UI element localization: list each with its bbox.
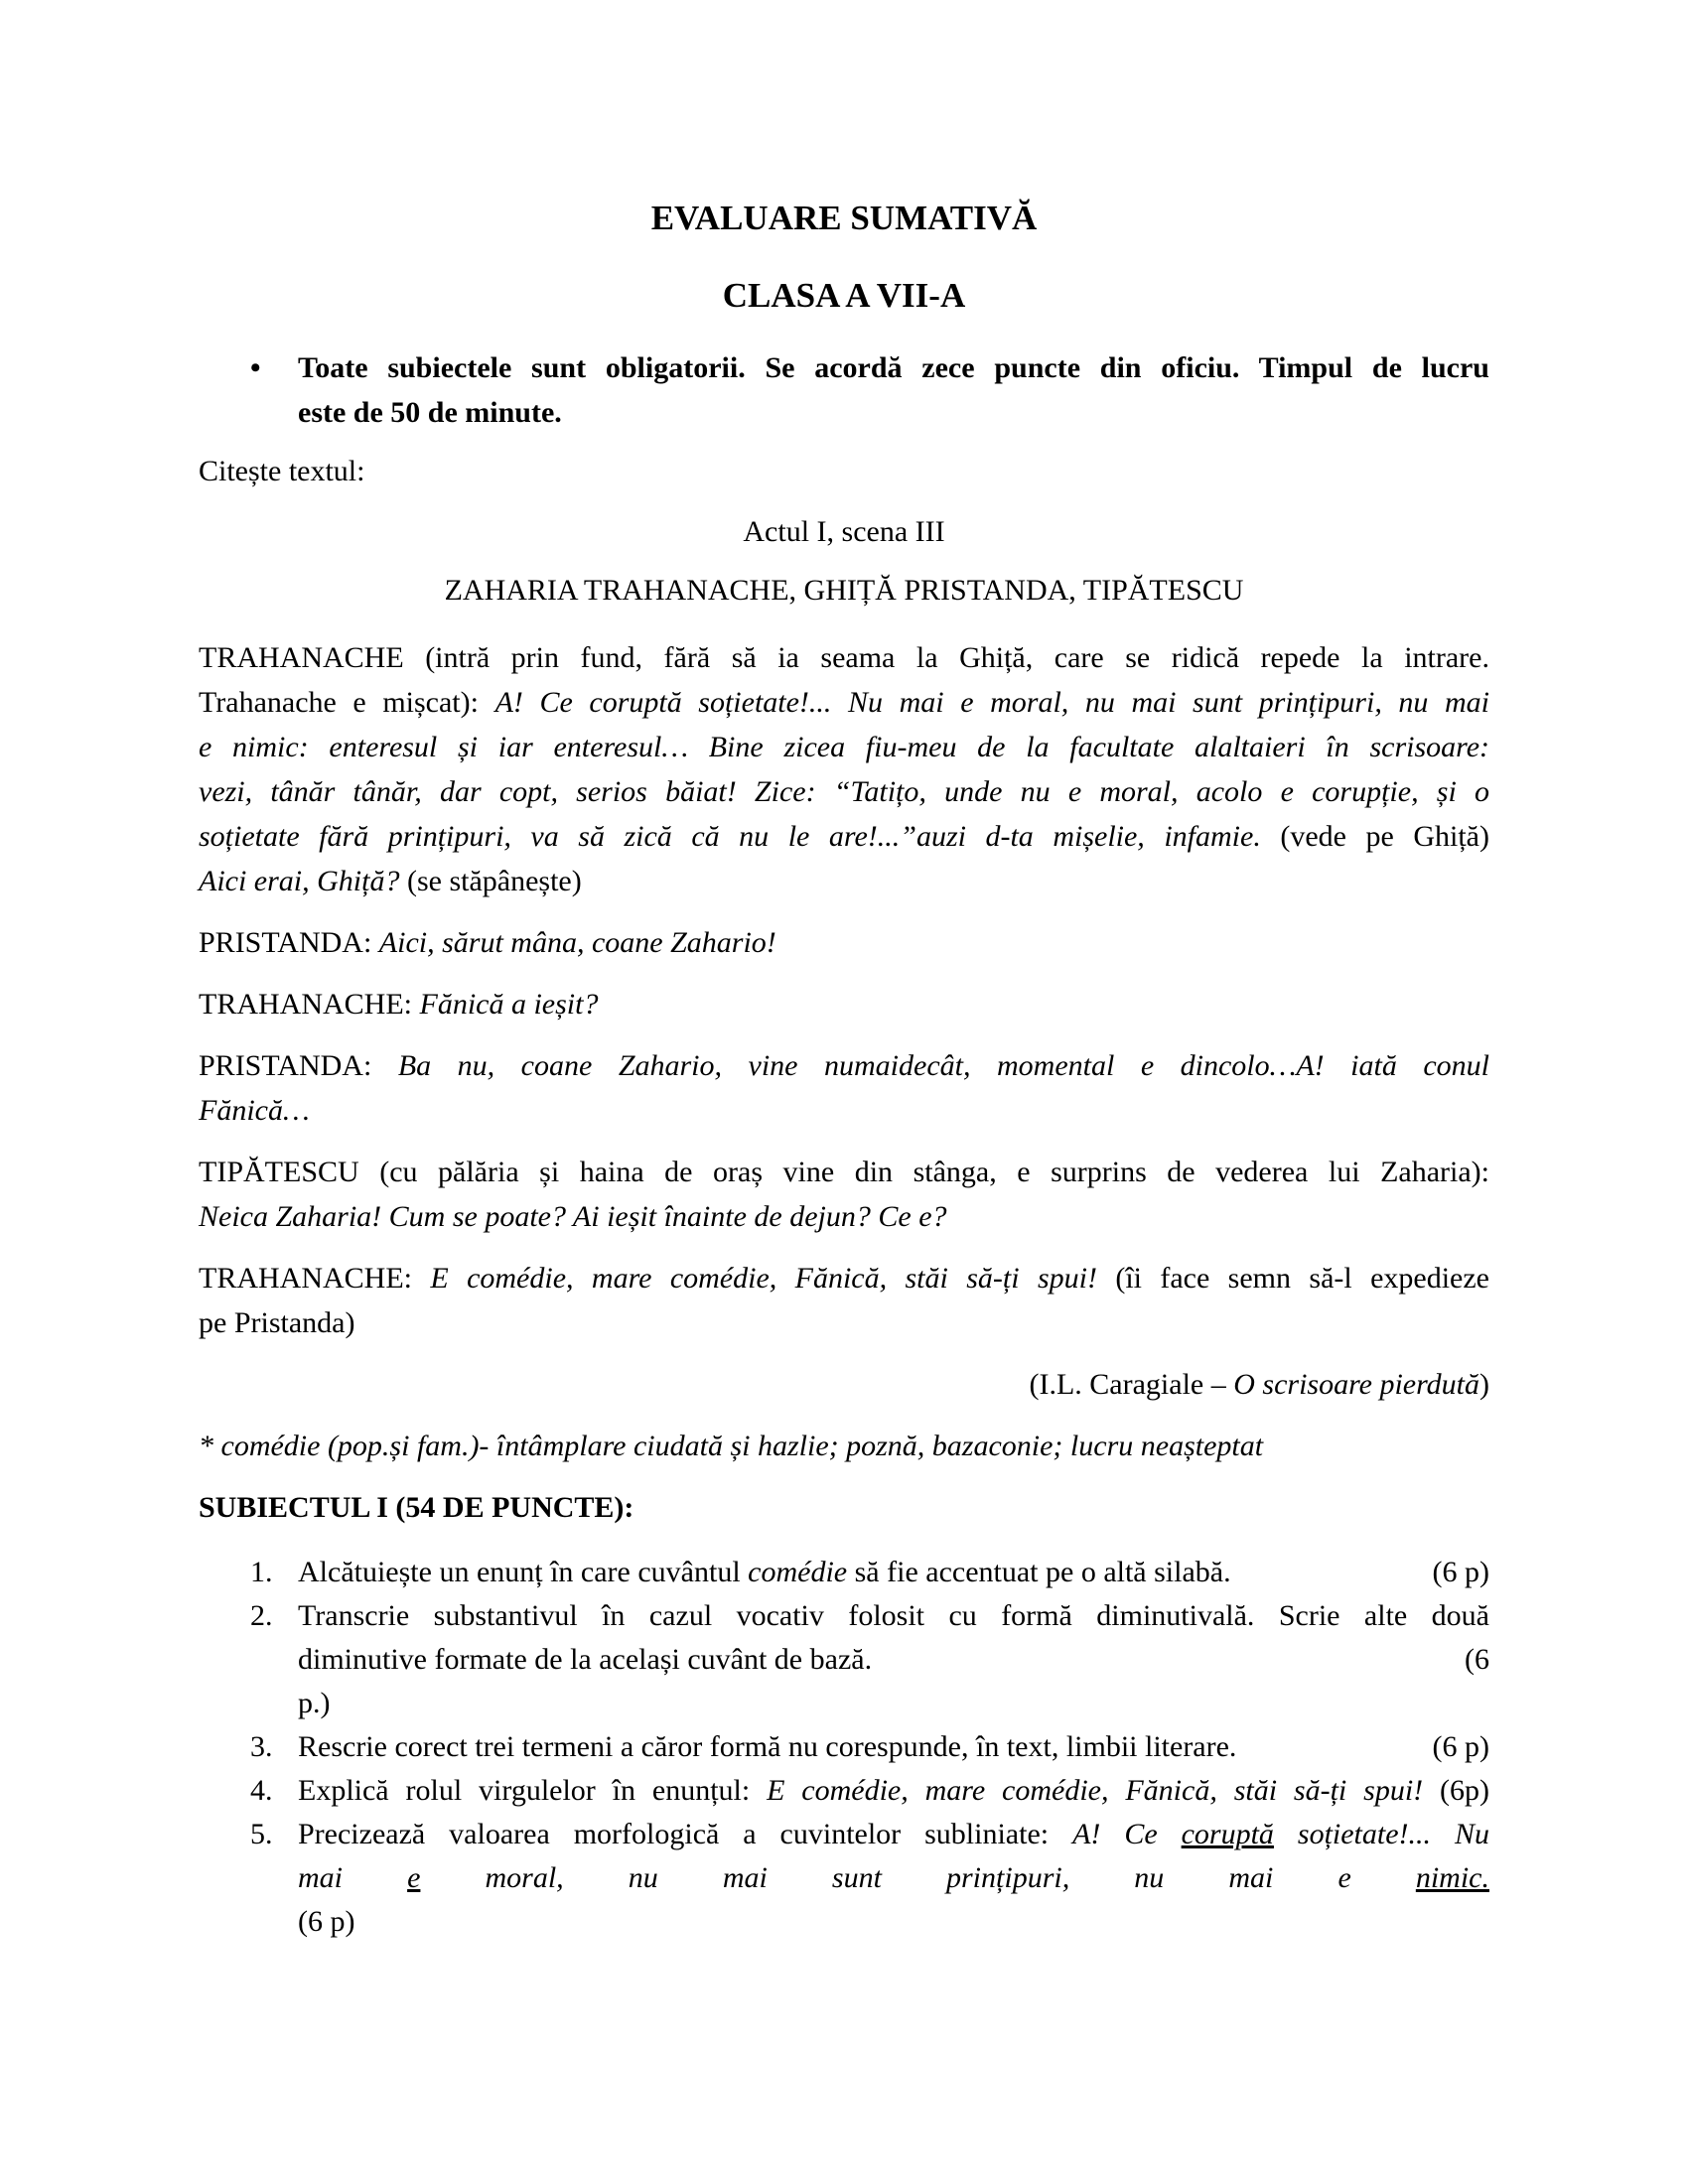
text-run: A! Ce (1072, 1818, 1182, 1850)
question-number: 2. (250, 1599, 273, 1632)
question-1 (199, 1551, 1489, 1594)
text-run: TRAHANACHE: (199, 988, 420, 1021)
text-run: TRAHANACHE: (199, 1262, 431, 1295)
text-line (199, 769, 1489, 814)
text-run: să fie accentuat pe o altă silabă. (847, 1556, 1231, 1588)
text-run: TRAHANACHE (intră prin fund, fără să ia seama la Ghiță, care se ridică repede la intrare. (199, 641, 1489, 674)
text-run: Transcrie substantivul în cazul vocativ folosit cu formă diminutivală. Scrie alte două (298, 1599, 1489, 1632)
text-run: (I.L. Caragiale – (1029, 1368, 1234, 1401)
read-prompt: Citește textul: (199, 455, 365, 487)
text-line (199, 635, 1489, 680)
dialogue-trahanache-1 (199, 635, 1489, 903)
text-line (199, 982, 1489, 1026)
text-line (199, 1150, 1489, 1194)
text-line (298, 390, 1489, 435)
question-body (298, 1551, 1489, 1594)
points-label: (6 (1465, 1643, 1489, 1676)
text-line (199, 680, 1489, 725)
bullet-icon: • (250, 351, 261, 384)
text-run: PRISTANDA: (199, 1049, 398, 1082)
text-run: soțietate fără prințipuri, va să zică că nu le are!...”auzi d-ta mișelie, infamie. (199, 820, 1261, 853)
text-line (199, 814, 1489, 859)
text-run: ) (1479, 1368, 1489, 1401)
text-run: este de 50 de minute. (298, 396, 562, 429)
question-3 (199, 1725, 1489, 1769)
question-number: 1. (250, 1556, 273, 1588)
text-run: e nimic: enteresul și iar enteresul… Bine zicea fiu-meu de la facultate alaltaieri în scrisoare: (199, 731, 1489, 763)
text-line (199, 1043, 1489, 1088)
dialogue-tipatescu-1 (199, 1150, 1489, 1239)
text-run: vezi, tânăr tânăr, dar copt, serios băiat! Zice: “Tatițo, unde nu e moral, acolo e corupție, și o (199, 775, 1489, 808)
question-number: 5. (250, 1818, 273, 1850)
text-run: soțietate!... Nu (1273, 1818, 1489, 1850)
text-line (298, 1551, 1489, 1594)
question-body (298, 1725, 1489, 1769)
text-run: Toate subiectele sunt obligatorii. Se acordă zece puncte din oficiu. Timpul de lucru (298, 351, 1489, 384)
text-run: Precizează valoarea morfologică a cuvintelor subliniate: (298, 1818, 1073, 1850)
question-body (298, 1594, 1489, 1725)
text-run: (6p) (1423, 1774, 1490, 1807)
instructions-bullet-item (199, 345, 1489, 435)
text-run: Alcătuiește un enunț în care cuvântul (298, 1556, 749, 1588)
text-line (298, 1725, 1489, 1769)
text-run: Trahanache e mișcat): (199, 686, 495, 719)
text-run: Fănică… (199, 1094, 310, 1127)
document-subtitle: CLASA A VII-A (722, 276, 966, 315)
text-run: TIPĂTESCU (cu pălăria și haina de oraș vine din stânga, e surprins de vederea lui Zaharia): (199, 1156, 1489, 1188)
text-run: Explică rolul virgulelor în enunțul: (298, 1774, 768, 1807)
text-run: Neica Zaharia! Cum se poate? Ai ieșit înainte de dejun? Ce e? (199, 1200, 947, 1233)
text-run: moral, nu mai sunt prințipuri, nu mai e (420, 1861, 1416, 1894)
question-body (298, 1813, 1489, 1944)
instructions-text (298, 345, 1489, 435)
text-line (298, 1682, 1489, 1725)
question-number: 4. (250, 1774, 273, 1807)
text-run: E comédie, mare comédie, Fănică, stăi să-ți spui! (767, 1774, 1424, 1807)
text-line (199, 859, 1489, 903)
document-title: EVALUARE SUMATIVĂ (650, 199, 1038, 237)
text-line (298, 1594, 1489, 1638)
attribution (199, 1362, 1489, 1407)
text-line (298, 1813, 1489, 1856)
question-2 (199, 1594, 1489, 1725)
text-run: A! Ce coruptă soțietate!... Nu mai e moral, nu mai sunt prințipuri, nu mai (494, 686, 1489, 719)
text-run: E comédie, mare comédie, Fănică, stăi să-ți spui! (430, 1262, 1097, 1295)
text-run: mai (298, 1861, 408, 1894)
text-run: Ba nu, coane Zahario, vine numaidecât, momental e dincolo…A! iată conul (397, 1049, 1489, 1082)
question-body (298, 1769, 1489, 1813)
text-line (199, 1300, 1489, 1345)
dialogue-trahanache-3 (199, 1256, 1489, 1345)
text-run: p.) (298, 1687, 331, 1719)
text-run: pe Pristanda) (199, 1306, 355, 1339)
text-run: Aici, sărut mâna, coane Zahario! (378, 926, 776, 959)
text-run: diminutive formate de la același cuvânt de bază. (298, 1643, 873, 1676)
question-number: 3. (250, 1730, 273, 1763)
text-run: (se stăpânește) (399, 865, 582, 897)
question-5 (199, 1813, 1489, 1944)
text-line (199, 1256, 1489, 1300)
text-line (199, 1088, 1489, 1133)
question-4 (199, 1769, 1489, 1813)
document-content (199, 199, 1489, 1944)
text-run: (vede pe Ghiță) (1260, 820, 1489, 853)
text-run: (îi face semn să-l expedieze (1096, 1262, 1489, 1295)
dialogue-pristanda-1 (199, 920, 1489, 965)
footnote: * comédie (pop.și fam.)- întâmplare ciudată și hazlie; poznă, bazaconie; lucru neașteptat (199, 1430, 1264, 1462)
cast-heading: ZAHARIA TRAHANACHE, GHIȚĂ PRISTANDA, TIPĂTESCU (444, 574, 1244, 607)
points-label: (6 p) (1432, 1730, 1489, 1763)
text-run: Aici erai, Ghiță? (199, 865, 400, 897)
text-line (298, 1769, 1489, 1813)
text-run: nimic. (1415, 1861, 1489, 1894)
dialogue-pristanda-2 (199, 1043, 1489, 1133)
text-line (298, 345, 1489, 390)
text-run: comédie (748, 1556, 848, 1588)
text-run: Rescrie corect trei termeni a căror formă nu corespunde, în text, limbii literare. (298, 1730, 1237, 1763)
text-line (199, 1362, 1489, 1407)
scene-heading: Actul I, scena III (743, 515, 945, 548)
text-line (199, 920, 1489, 965)
text-run: O scrisoare pierdută (1233, 1368, 1479, 1401)
text-run: PRISTANDA: (199, 926, 379, 959)
text-run: Fănică a ieșit? (419, 988, 599, 1021)
text-line (199, 725, 1489, 769)
text-run: e (407, 1861, 421, 1894)
text-run: coruptă (1181, 1818, 1274, 1850)
text-line (298, 1900, 1489, 1944)
text-run: (6 p) (298, 1905, 355, 1938)
text-line (199, 1194, 1489, 1239)
text-line (298, 1856, 1489, 1900)
subject-heading: SUBIECTUL I (54 DE PUNCTE): (199, 1491, 634, 1524)
text-line (298, 1638, 1489, 1682)
points-label: (6 p) (1432, 1556, 1489, 1588)
dialogue-trahanache-2 (199, 982, 1489, 1026)
